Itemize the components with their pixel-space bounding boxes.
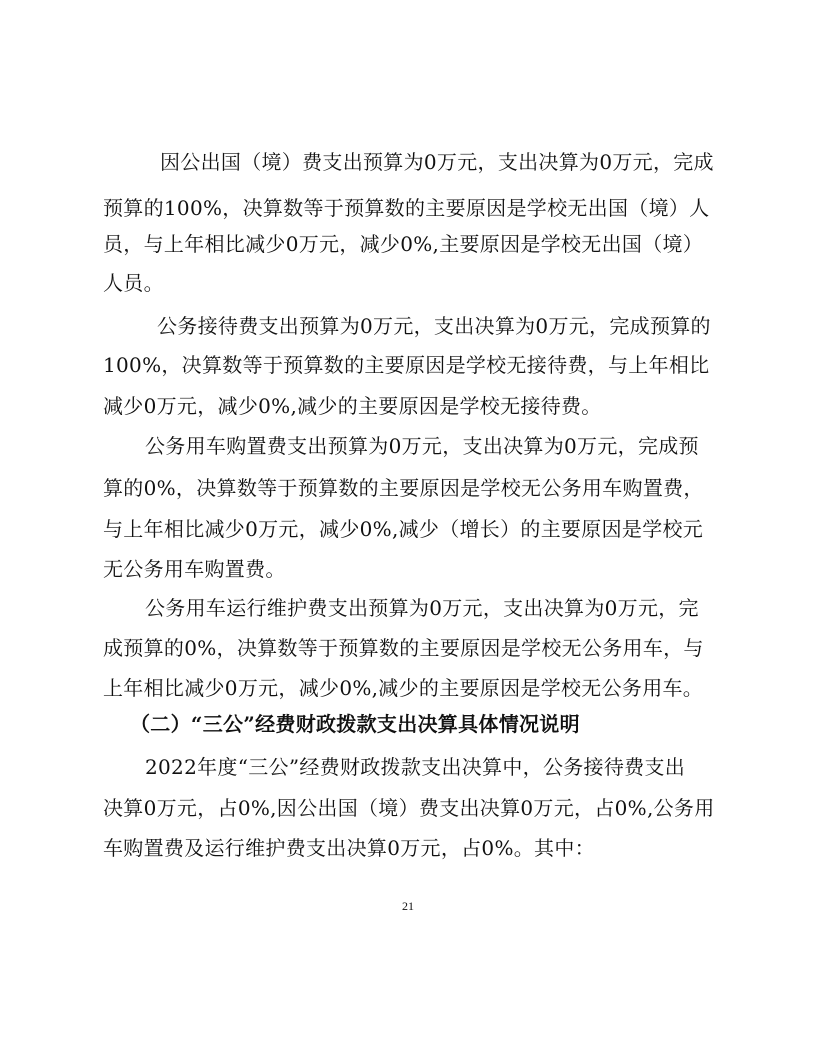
text-line: 员，与上年相比减少0万元，减少0%,主要原因是学校无出国（境） (103, 232, 704, 256)
page-number: 21 (402, 899, 414, 913)
text-line: 预算的100%，决算数等于预算数的主要原因是学校无出国（境）人 (103, 196, 710, 220)
text-line: 车购置费及运行维护费支出决算0万元，占0%。其中： (103, 836, 595, 860)
text-line: 因公出国（境）费支出预算为0万元，支出决算为0万元，完成 (160, 150, 714, 174)
text-line: 与上年相比减少0万元，减少0%,减少（增长）的主要原因是学校元 (103, 517, 704, 541)
text-line: 上年相比减少0万元，减少0%,减少的主要原因是学校无公务用车。 (103, 676, 704, 700)
section-heading: （二）“三公”经费财政拨款支出决算具体情况说明 (130, 712, 580, 736)
text-line: 公务接待费支出预算为0万元，支出决算为0万元，完成预算的 (157, 314, 711, 338)
text-line: 减少0万元，减少0%,减少的主要原因是学校无接待费。 (103, 394, 602, 418)
text-line: 100%，决算数等于预算数的主要原因是学校无接待费，与上年相比 (103, 353, 710, 377)
text-line: 无公务用车购置费。 (103, 557, 286, 581)
text-line: 算的0%，决算数等于预算数的主要原因是学校无公务用车购置费， (103, 476, 704, 500)
text-line: 人员。 (103, 271, 164, 295)
text-line: 公务用车购置费支出预算为0万元，支出决算为0万元，完成预 (145, 434, 699, 458)
text-line: 成预算的0%，决算数等于预算数的主要原因是学校无公务用车，与 (103, 636, 704, 660)
text-line: 公务用车运行维护费支出预算为0万元，支出决算为0万元，完 (145, 596, 699, 620)
text-line: 2022年度“三公”经费财政拨款支出决算中，公务接待费支出 (145, 755, 686, 779)
text-line: 决算0万元，占0%,因公出国（境）费支出决算0万元，占0%,公务用 (103, 796, 715, 820)
